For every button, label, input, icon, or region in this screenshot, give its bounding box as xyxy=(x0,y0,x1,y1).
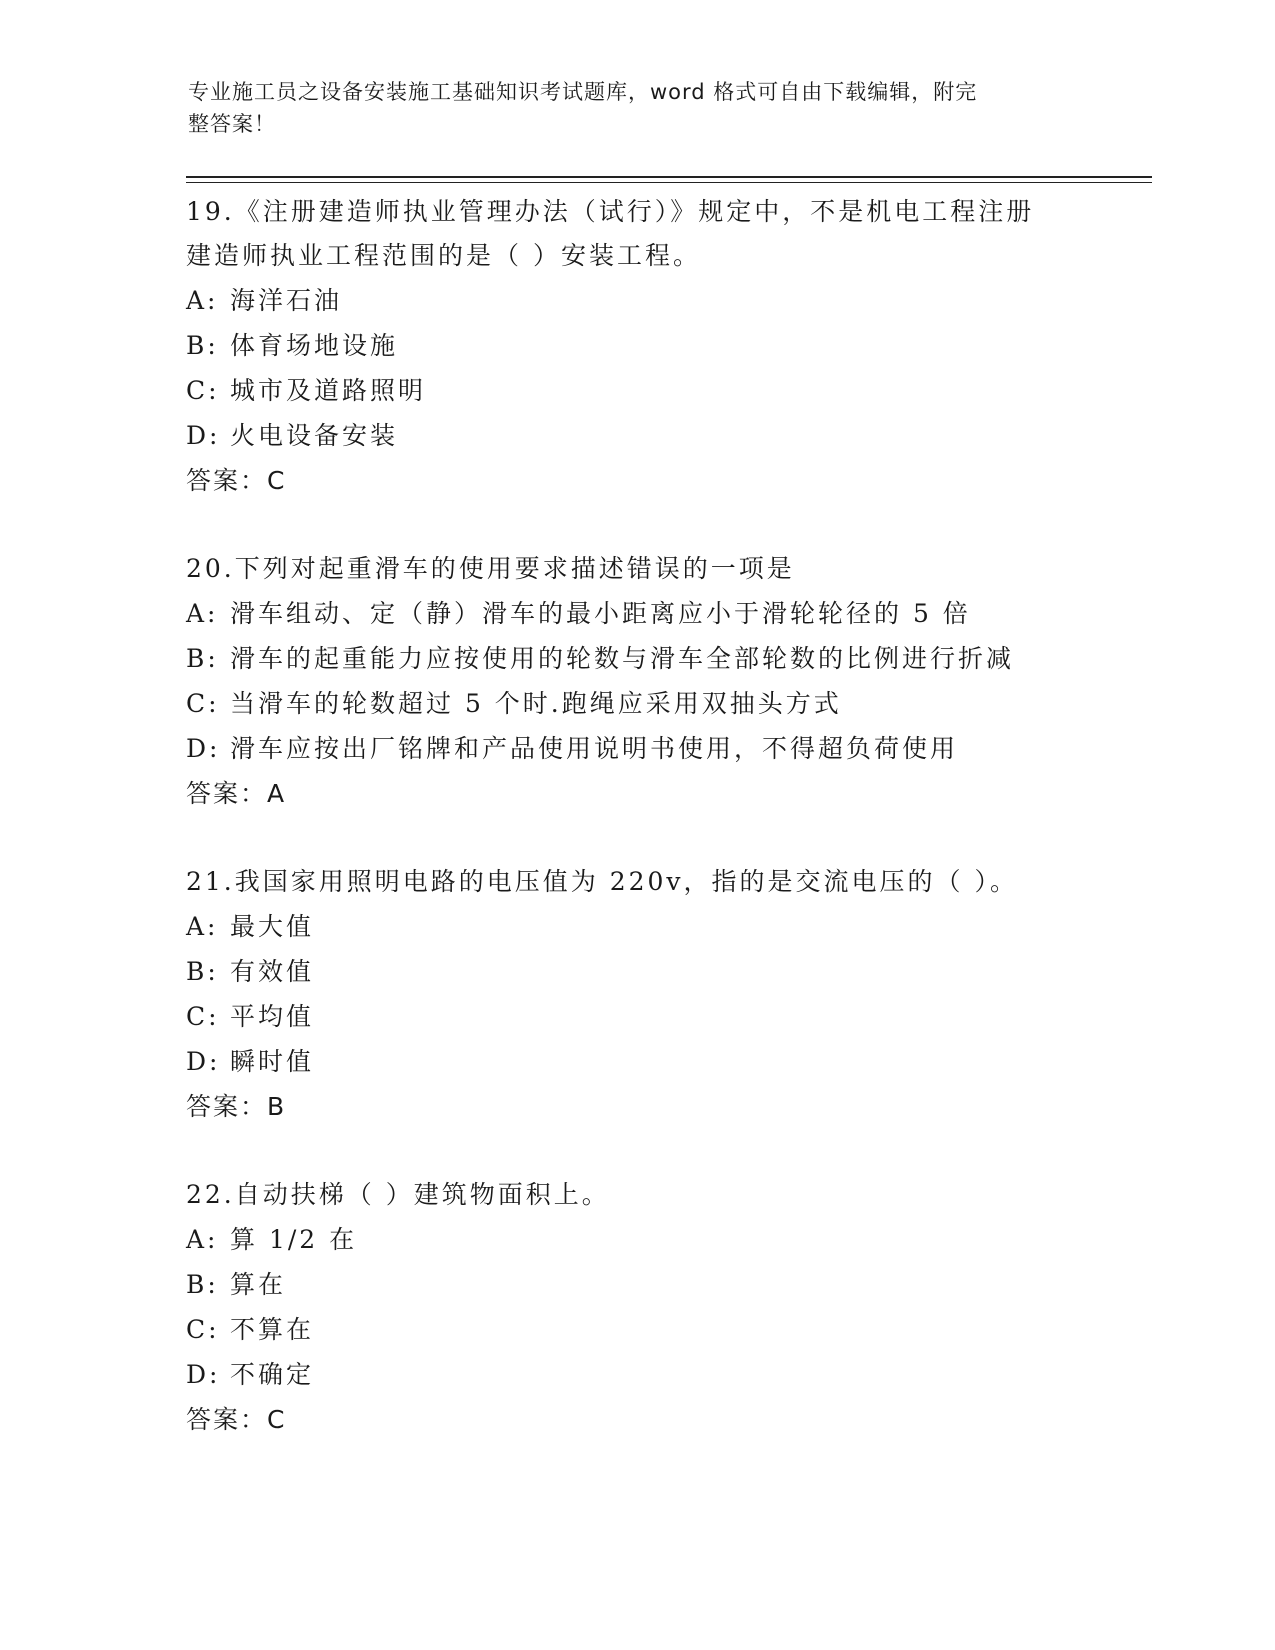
option-b xyxy=(186,323,1086,368)
option-letter: D: xyxy=(186,421,221,450)
option-text: 瞬时值 xyxy=(230,1047,315,1076)
option-text: 算 1/2 在 xyxy=(230,1225,358,1254)
document-header xyxy=(188,76,1068,140)
option-letter: C: xyxy=(186,1002,220,1031)
option-text: 有效值 xyxy=(230,957,315,986)
option-text: 滑车的起重能力应按使用的轮数与滑车全部轮数的比例进行折减 xyxy=(230,644,1015,673)
option-d xyxy=(186,413,1086,458)
option-letter: D: xyxy=(186,734,221,763)
header-divider-thin xyxy=(186,182,1152,183)
option-text: 不算在 xyxy=(230,1315,315,1344)
question-stem: 19.《注册建造师执业管理办法（试行）》规定中，不是机电工程注册 xyxy=(186,197,1035,226)
header-line-1: 专业施工员之设备安装施工基础知识考试题库，word 格式可自由下载编辑，附完 xyxy=(188,80,978,104)
option-b xyxy=(186,636,1086,681)
option-letter: A: xyxy=(186,1225,219,1254)
option-text: 滑车组动、定（静）滑车的最小距离应小于滑轮轮径的 5 倍 xyxy=(230,599,971,628)
question-stem: 21.我国家用照明电路的电压值为 220v，指的是交流电压的（ ）。 xyxy=(186,867,1018,896)
question-stem: 22.自动扶梯（ ）建筑物面积上。 xyxy=(186,1180,610,1209)
option-a xyxy=(186,278,1086,323)
option-b xyxy=(186,949,1086,994)
header-divider-thick xyxy=(186,176,1152,178)
option-letter: C: xyxy=(186,689,220,718)
option-letter: B: xyxy=(186,1270,219,1299)
option-letter: A: xyxy=(186,286,219,315)
answer-line: 答案：A xyxy=(186,779,287,808)
option-letter: C: xyxy=(186,376,220,405)
option-text: 海洋石油 xyxy=(230,286,343,315)
option-letter: B: xyxy=(186,331,219,360)
option-text: 不确定 xyxy=(230,1360,315,1389)
option-a xyxy=(186,904,1086,949)
option-b xyxy=(186,1262,1086,1307)
option-letter: C: xyxy=(186,1315,220,1344)
answer-line: 答案：C xyxy=(186,466,287,495)
option-text: 平均值 xyxy=(230,1002,315,1031)
option-text: 当滑车的轮数超过 5 个时.跑绳应采用双抽头方式 xyxy=(230,689,842,718)
question-stem: 20.下列对起重滑车的使用要求描述错误的一项是 xyxy=(186,554,795,583)
question-19 xyxy=(186,190,1086,504)
question-20 xyxy=(186,547,1086,817)
question-list xyxy=(186,190,1086,1486)
option-d xyxy=(186,726,1086,771)
option-text: 体育场地设施 xyxy=(230,331,399,360)
option-letter: B: xyxy=(186,644,219,673)
option-text: 滑车应按出厂铭牌和产品使用说明书使用，不得超负荷使用 xyxy=(230,734,959,763)
option-letter: A: xyxy=(186,912,219,941)
option-letter: D: xyxy=(186,1360,221,1389)
option-c xyxy=(186,681,1086,726)
option-letter: A: xyxy=(186,599,219,628)
option-text: 最大值 xyxy=(230,912,315,941)
option-a xyxy=(186,1217,1086,1262)
question-stem-continued: 建造师执业工程范围的是（ ）安装工程。 xyxy=(186,241,701,270)
option-text: 城市及道路照明 xyxy=(230,376,427,405)
answer-line: 答案：B xyxy=(186,1092,287,1121)
option-text: 算在 xyxy=(230,1270,287,1299)
option-d xyxy=(186,1039,1086,1084)
answer-line: 答案：C xyxy=(186,1405,287,1434)
question-22 xyxy=(186,1173,1086,1443)
option-c xyxy=(186,1307,1086,1352)
question-21 xyxy=(186,860,1086,1130)
option-letter: B: xyxy=(186,957,219,986)
option-c xyxy=(186,368,1086,413)
option-text: 火电设备安装 xyxy=(230,421,399,450)
header-line-2: 整答案！ xyxy=(188,112,276,136)
option-a xyxy=(186,591,1086,636)
option-letter: D: xyxy=(186,1047,221,1076)
option-c xyxy=(186,994,1086,1039)
option-d xyxy=(186,1352,1086,1397)
